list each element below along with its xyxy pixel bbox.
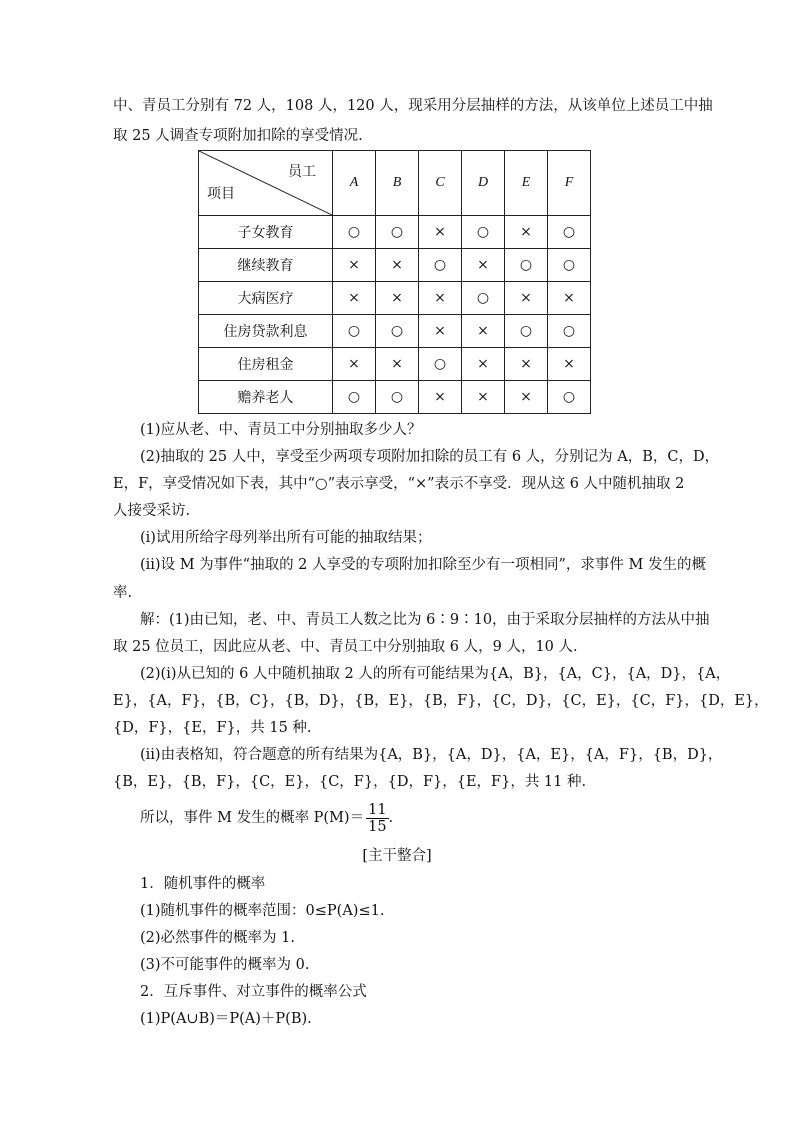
- table-cell: ×: [376, 282, 419, 315]
- solution-1-line2: 取 25 位员工，因此应从老、中、青员工中分别抽取 6 人，9 人，10 人.: [113, 639, 578, 655]
- table-cell: ×: [505, 216, 548, 249]
- fraction-numerator: 11: [368, 801, 387, 818]
- column-header: A: [333, 151, 376, 216]
- table-cell: ○: [548, 315, 591, 348]
- probability-suffix: .: [388, 810, 394, 826]
- table-cell: ○: [333, 315, 376, 348]
- question-2-line3: 人接受采访.: [113, 503, 191, 519]
- column-header: E: [505, 151, 548, 216]
- table-cell: ○: [462, 216, 505, 249]
- summary-item-4: (1)P(A∪B)＝P(A)＋P(B).: [140, 1011, 312, 1027]
- solution-2ii-line2: {B，E}，{B，F}，{C，E}，{C，F}，{D，F}，{E，F}，共 11 种.: [113, 774, 587, 790]
- table-cell: ○: [419, 348, 462, 381]
- table-cell: ○: [462, 282, 505, 315]
- question-2-line1: (2)抽取的 25 人中，享受至少两项专项附加扣除的员工有 6 人，分别记为 A，B，C，D，: [140, 449, 720, 465]
- column-header: D: [462, 151, 505, 216]
- table-cell: ○: [505, 249, 548, 282]
- row-label: 住房贷款利息: [199, 315, 333, 348]
- table-cell: ×: [419, 315, 462, 348]
- table-row: [199, 249, 591, 282]
- solution-2i-line3: {D，F}，{E，F}，共 15 种.: [113, 720, 312, 736]
- table-cell: ×: [548, 282, 591, 315]
- solution-2ii-line1: (ⅱ)由表格知，符合题意的所有结果为{A，B}，{A，D}，{A，E}，{A，F}，{B，D}，: [140, 747, 723, 763]
- table-cell: ×: [419, 282, 462, 315]
- table-cell: ×: [548, 348, 591, 381]
- table-cell: ×: [376, 348, 419, 381]
- question-1: (1)应从老、中、青员工中分别抽取多少人？: [140, 422, 422, 438]
- row-label: 住房租金: [199, 348, 333, 381]
- table-cell: ×: [505, 282, 548, 315]
- row-label: 继续教育: [199, 249, 333, 282]
- table-row: [199, 315, 591, 348]
- table-cell: ○: [333, 216, 376, 249]
- table-cell: ×: [333, 249, 376, 282]
- fraction-denominator: 15: [368, 818, 387, 835]
- table-cell: ○: [376, 315, 419, 348]
- solution-2i-line1: (2)(ⅰ)从已知的 6 人中随机抽取 2 人的所有可能结果为{A，B}，{A，C}，{A，D}，{A，: [140, 666, 731, 682]
- table-row: [199, 348, 591, 381]
- table-cell: ×: [462, 348, 505, 381]
- column-header: C: [419, 151, 462, 216]
- table-cell: ×: [419, 381, 462, 414]
- table-row: [199, 216, 591, 249]
- summary-item-2: (2)必然事件的概率为 1.: [140, 930, 295, 946]
- table-cell: ×: [376, 249, 419, 282]
- table-row: [199, 381, 591, 414]
- table-cell: ×: [419, 216, 462, 249]
- table-cell: ×: [333, 282, 376, 315]
- table-cell: ×: [462, 249, 505, 282]
- table-cell: ○: [548, 249, 591, 282]
- row-label: 子女教育: [199, 216, 333, 249]
- header-item-label: 项目: [207, 186, 235, 202]
- table-cell: ○: [548, 381, 591, 414]
- row-label: 赡养老人: [199, 381, 333, 414]
- benefit-table: [198, 150, 591, 414]
- table-cell: ○: [376, 216, 419, 249]
- table-cell: ○: [505, 315, 548, 348]
- probability-fraction: [366, 802, 388, 835]
- question-2ii-line2: 率.: [113, 585, 133, 601]
- summary-heading-1: 1．随机事件的概率: [140, 876, 266, 892]
- table-cell: ○: [419, 249, 462, 282]
- table-cell: ×: [505, 348, 548, 381]
- table-cell: ○: [548, 216, 591, 249]
- table-row: [199, 282, 591, 315]
- column-header: B: [376, 151, 419, 216]
- summary-item-3: (3)不可能事件的概率为 0.: [140, 957, 310, 973]
- table-cell: ○: [376, 381, 419, 414]
- column-header: F: [548, 151, 591, 216]
- question-2i: (ⅰ)试用所给字母列举出所有可能的抽取结果；: [140, 530, 432, 546]
- para1-line2: 取 25 人调查专项附加扣除的享受情况.: [113, 128, 363, 144]
- summary-heading-2: 2．互斥事件、对立事件的概率公式: [140, 984, 367, 1000]
- section-title: [主干整合]: [362, 848, 432, 864]
- probability-result: [140, 800, 393, 836]
- table-cell: ×: [462, 315, 505, 348]
- table-cell: ○: [333, 381, 376, 414]
- question-2-line2: E，F，享受情况如下表，其中“○”表示享受，“×”表示不享受．现从这 6 人中随机抽取 2: [113, 476, 685, 492]
- para1-line1: 中、青员工分别有 72 人，108 人，120 人，现采用分层抽样的方法，从该单位上述员工中抽: [113, 98, 713, 114]
- probability-prefix: 所以，事件 M 发生的概率 P(M)＝: [140, 810, 365, 826]
- table-cell: ×: [333, 348, 376, 381]
- header-employee-label: 员工: [288, 164, 316, 180]
- solution-1-line1: 解：(1)由已知，老、中、青员工人数之比为 6∶9∶10，由于采取分层抽样的方法从中抽: [140, 612, 710, 628]
- row-label: 大病医疗: [199, 282, 333, 315]
- table-cell: ×: [462, 381, 505, 414]
- table-cell: ×: [505, 381, 548, 414]
- table-header-diagonal-cell: [199, 151, 333, 216]
- question-2ii-line1: (ⅱ)设 M 为事件“抽取的 2 人享受的专项附加扣除至少有一项相同”，求事件 M 发生的概: [140, 557, 706, 573]
- solution-2i-line2: E}，{A，F}，{B，C}，{B，D}，{B，E}，{B，F}，{C，D}，{C，E}，{C，F}，{D，E}，: [113, 693, 769, 709]
- summary-item-1: (1)随机事件的概率范围：0≤P(A)≤1.: [140, 903, 385, 919]
